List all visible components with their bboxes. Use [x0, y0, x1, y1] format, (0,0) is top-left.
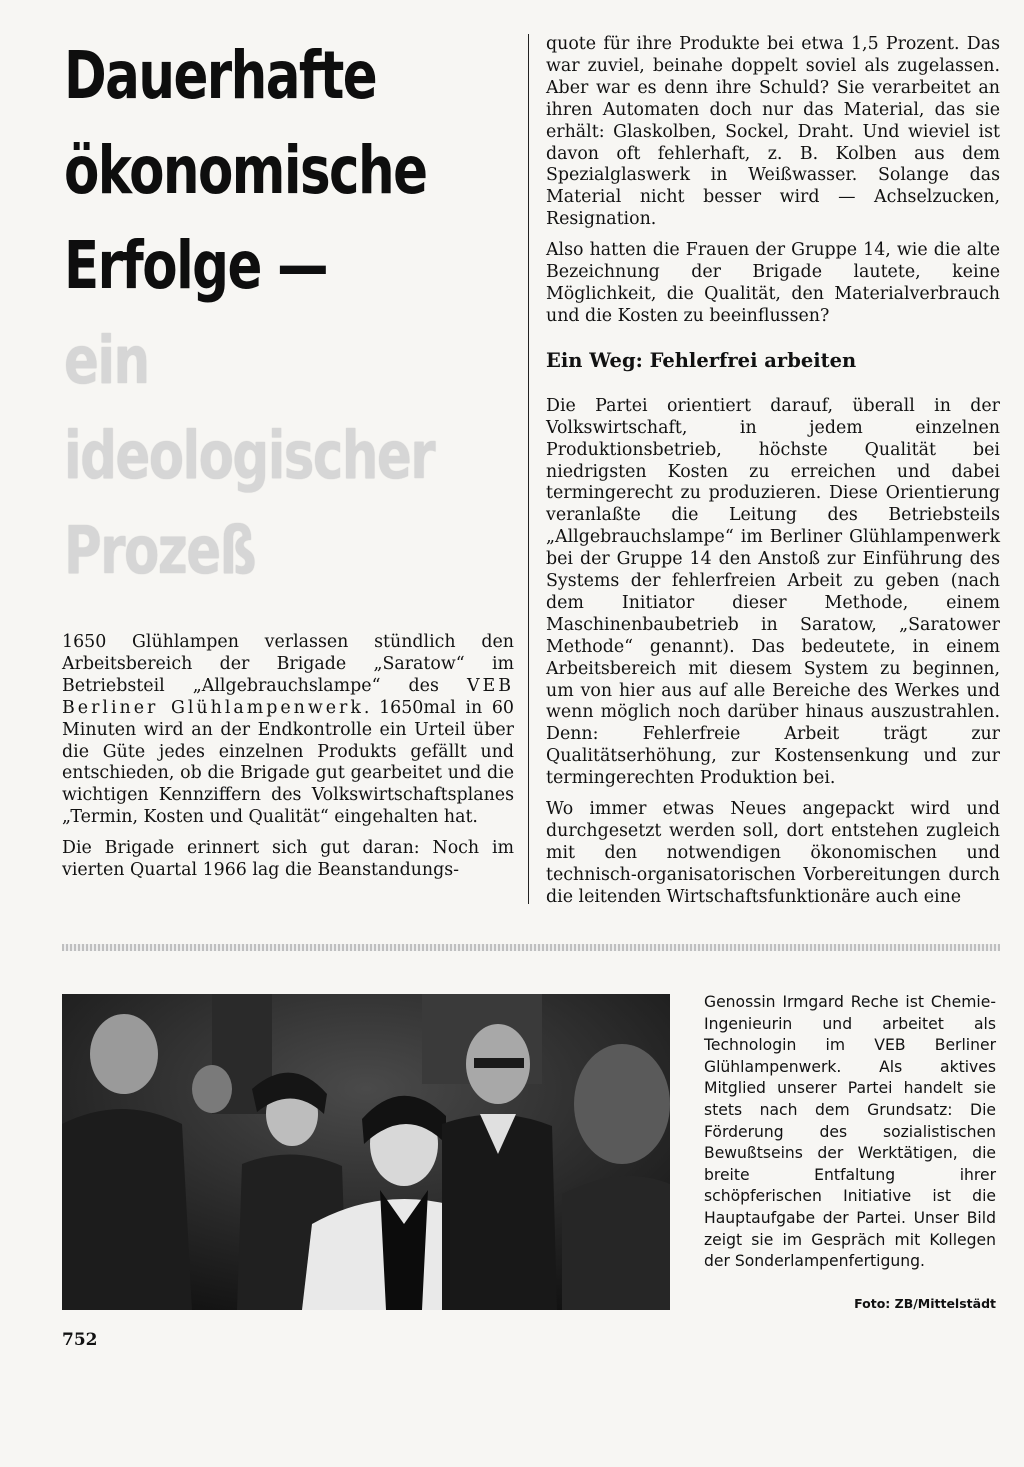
photo-credit: Foto: ZB/Mittelstädt [854, 1296, 996, 1311]
paragraph: Wo immer etwas Neues angepackt wird und durchgesetzt werden soll, dort entstehen zugleich mit den notwendigen ökonomischen und technisch-organisatorischen Vorbereitungen durch die leitenden Wirtschaftsfunktionäre auch eine [546, 799, 1000, 907]
column-divider [528, 34, 529, 904]
headline-line-faded: Prozeß [64, 512, 256, 589]
photo-illustration [62, 994, 670, 1310]
headline-line: Erfolge — [64, 227, 328, 304]
headline-line-faded: ein [64, 322, 149, 399]
article-headline [64, 28, 435, 598]
paragraph: Also hatten die Frauen der Gruppe 14, wie die alte Bezeichnung der Brigade lautete, keine Möglichkeit, die Qualität, den Materialverbrauch und die Kosten zu beeinflussen? [546, 240, 1000, 326]
company-name: VEB Berliner Glühlampenwerk [62, 675, 514, 718]
paragraph: Die Partei orientiert darauf, überall in der Volkswirtschaft, in jedem einzelnen Produktionsbetrieb, höchste Qualität bei niedrigsten Kosten zu erreichen und dabei termingerecht zu produzieren. Diese Orientierung veranlaßte die Leitung des Betriebsteils „Allgebrauchslampe“ im Berliner Glühlampenwerk bei der Gruppe 14 den Anstoß zur Einführung des Systems der fehlerfreien Arbeit zu geben (nach dem Initiator dieser Methode, einem Maschinenbaubetrieb in Saratow, „Saratower Methode“ genannt). Das bedeutete, in einem Arbeitsbereich mit diesem System zu beginnen, um von hier aus auf alle Bereiche des Werkes und wenn möglich noch darüber hinaus auszustrahlen. Denn: Fehlerfreie Arbeit trägt zur Qualitätserhöhung, zur Kostensenkung und zur termingerechten Produktion bei. [546, 395, 1000, 789]
article-photo [62, 994, 670, 1310]
headline-line: ökonomische [64, 132, 427, 209]
paragraph: 1650 Glühlampen verlassen stündlich den Arbeitsbereich der Brigade „Saratow“ im Betriebsteil „Allgebrauchslampe“ des VEB Berliner Glühlampenwerk. 1650mal in 60 Minuten wird an der Endkontrolle ein Urteil über die Güte jedes einzelnen Produkts gefällt und entschieden, ob die Brigade gut gearbeitet und die wichtigen Kennziffern des Volkswirtschaftsplanes „Termin, Kosten und Qualität“ eingehalten hat. [62, 632, 514, 828]
photo-caption: Genossin Irmgard Reche ist Chemie-Ingenieurin und arbeitet als Technologin im VEB Berliner Glühlampenwerk. Als aktives Mitglied unserer Partei handelt sie stets nach dem Grundsatz: Die Förderung des sozialistischen Bewußtseins der Werktätigen, die breite Entfaltung ihrer schöpferischen Initiative ist die Hauptaufgabe der Partei. Unser Bild zeigt sie im Gespräch mit Kollegen der Sonderlampenfertigung. [704, 993, 996, 1271]
headline-line: Dauerhafte [64, 37, 377, 114]
halftone-rule [62, 944, 1000, 951]
headline-line-faded: ideologischer [64, 417, 435, 494]
left-column [62, 632, 514, 891]
right-column [546, 34, 1000, 918]
section-subheading: Ein Weg: Fehlerfrei arbeiten [546, 348, 857, 372]
page-number: 752 [62, 1330, 98, 1350]
paragraph: Die Brigade erinnert sich gut daran: Noch im vierten Quartal 1966 lag die Beanstandungs- [62, 838, 514, 881]
paragraph: quote für ihre Produkte bei etwa 1,5 Prozent. Das war zuviel, beinahe doppelt soviel als zugelassen. Aber war es denn ihre Schuld? Sie verarbeitet an ihren Automaten doch nur das Material, das sie erhält: Glaskolben, Sockel, Draht. Und wieviel ist davon oft fehlerhaft, z. B. Kolben aus dem Spezialglaswerk in Weißwasser. Solange das Material nicht besser wird — Achselzucken, Resignation. [546, 34, 1000, 230]
